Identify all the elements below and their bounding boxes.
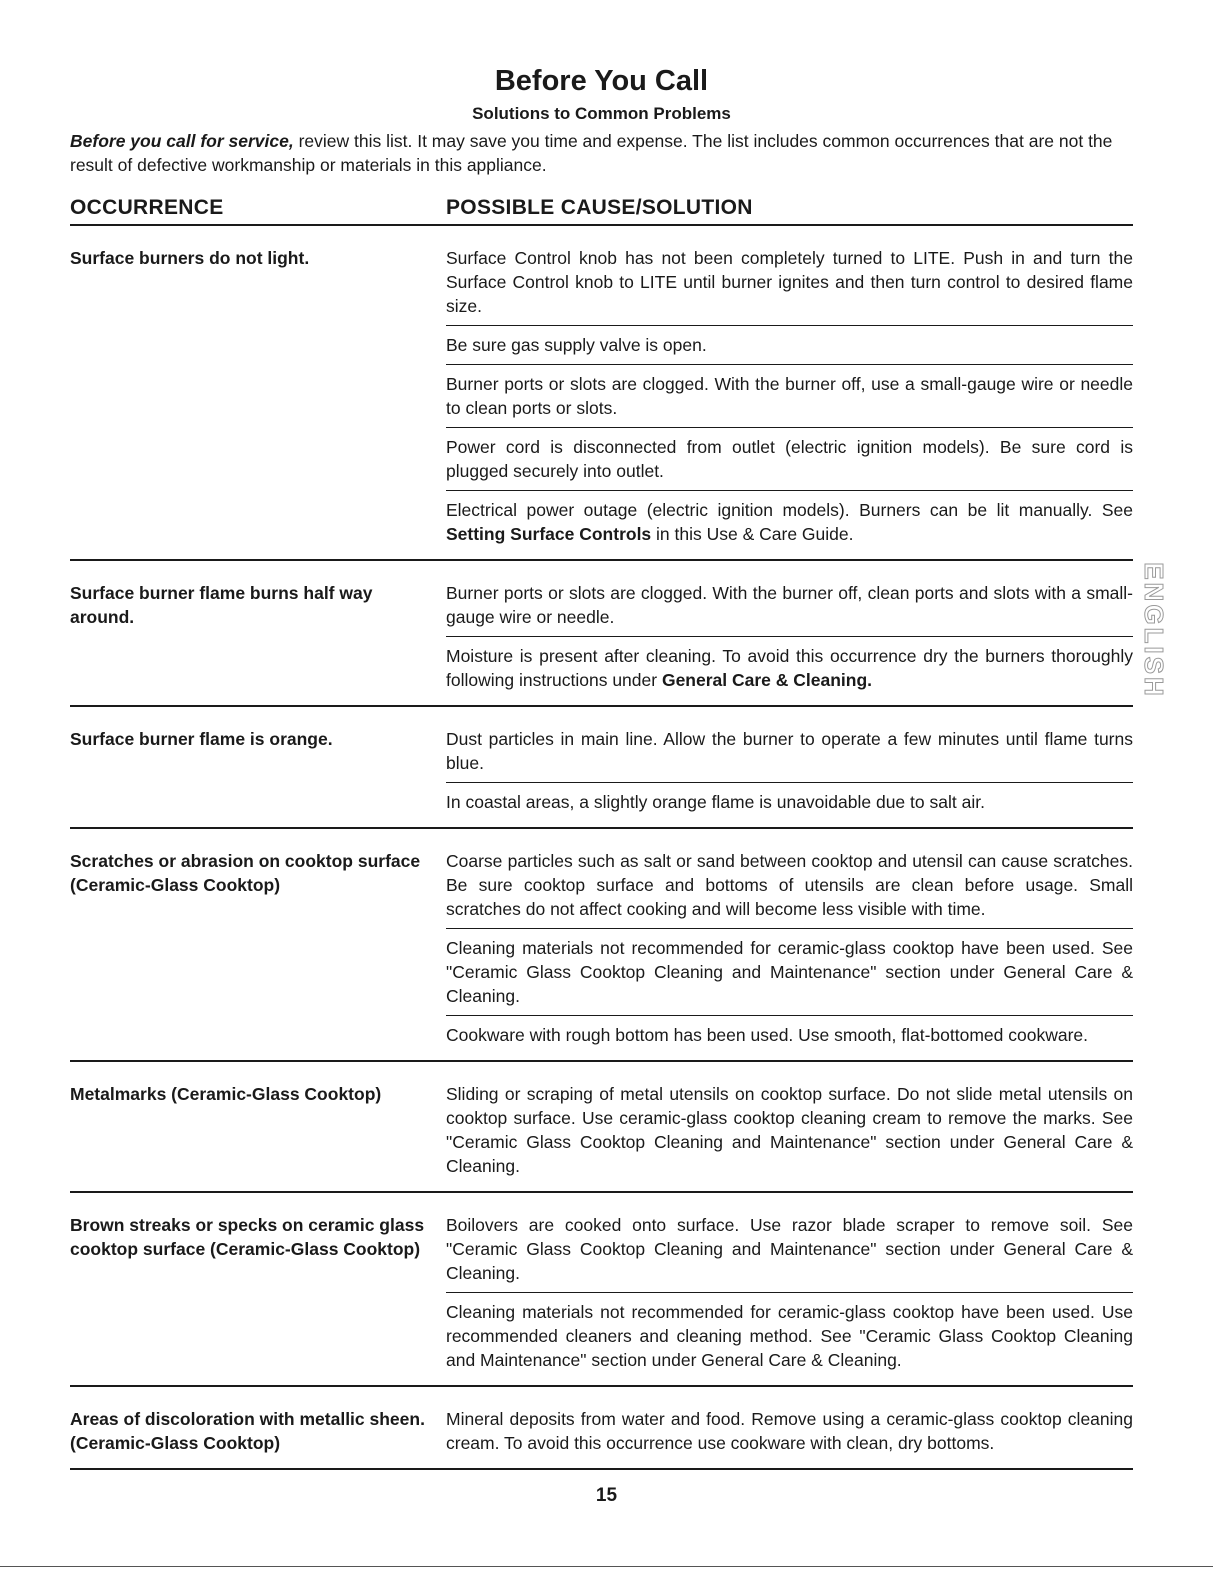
- occurrence-cell: Metalmarks (Ceramic-Glass Cooktop): [70, 1084, 382, 1104]
- solution-cell: [446, 581, 1133, 699]
- solution-item: [446, 936, 1133, 1016]
- solution-text: Coarse particles such as salt or sand between cooktop and utensil can cause scratches. Be sure cooktop surface and bottoms of utensils are clean before usage. Small scratches do not affect cooking and will become less visible with time.: [446, 851, 1133, 919]
- solution-item: [446, 1213, 1133, 1293]
- page-number: 15: [595, 1485, 618, 1506]
- solution-cell: [446, 246, 1133, 553]
- solution-text: Be sure gas supply valve is open.: [446, 335, 707, 355]
- occurrence-cell: Surface burner flame is orange.: [70, 729, 333, 749]
- solution-cell: [446, 1407, 1133, 1462]
- table-row: [70, 226, 1133, 561]
- solution-text: Electrical power outage (electric ignition models). Burners can be lit manually. See: [446, 500, 1133, 520]
- solution-cell: [446, 1213, 1133, 1379]
- solution-text: Moisture is present after cleaning. To avoid this occurrence dry the burners thoroughly following instructions under: [446, 646, 1133, 690]
- solution-text: Sliding or scraping of metal utensils on cooktop surface. Do not slide metal utensils on cooktop surface. Use ceramic-glass cooktop cleaning cream to remove the marks. See "Ceramic Glass Cooktop Cleaning and Maintenance" section under General Care & Cleaning.: [446, 1084, 1133, 1176]
- side-tab-label: ENGLISH: [1138, 561, 1169, 699]
- solution-text: Cleaning materials not recommended for ceramic-glass cooktop have been used. See "Ceramic Glass Cooktop Cleaning and Maintenance" section under General Care & Cleaning.: [446, 938, 1133, 1006]
- solution-text: In coastal areas, a slightly orange flame is unavoidable due to salt air.: [446, 792, 985, 812]
- solution-reference: General Care & Cleaning.: [661, 670, 873, 690]
- solution-text: Dust particles in main line. Allow the burner to operate a few minutes until flame turns blue.: [446, 729, 1133, 773]
- intro-text: review this list. It may save you time and expense. The list includes common occurrences that are not the result of defective workmanship or materials in this appliance.: [70, 131, 1113, 175]
- intro-lead: Before you call for service,: [70, 131, 294, 151]
- solution-text: Cookware with rough bottom has been used. Use smooth, flat-bottomed cookware.: [446, 1025, 1089, 1045]
- solution-cell: [446, 727, 1133, 821]
- table-row: [70, 1062, 1133, 1193]
- language-side-tab: [1136, 555, 1170, 705]
- solution-item: [446, 333, 1133, 365]
- table-row: [70, 1387, 1133, 1470]
- table-row: [70, 829, 1133, 1062]
- intro-paragraph: [70, 129, 1130, 177]
- column-header-occurrence: OCCURRENCE: [70, 196, 224, 219]
- table-row: [70, 1193, 1133, 1387]
- troubleshooting-table: [70, 226, 1133, 1470]
- page-subtitle: Solutions to Common Problems: [472, 104, 731, 123]
- solution-item: [446, 1023, 1133, 1054]
- occurrence-cell: Surface burners do not light.: [70, 248, 310, 268]
- solution-item: [446, 1407, 1133, 1462]
- solution-item: [446, 727, 1133, 783]
- occurrence-cell: Areas of discoloration with metallic sheen. (Ceramic-Glass Cooktop): [70, 1409, 425, 1453]
- column-headers: [70, 196, 1133, 226]
- solution-item: [446, 790, 1133, 821]
- solution-item: [446, 1082, 1133, 1185]
- page-title: Before You Call: [494, 65, 709, 97]
- footer-divider: [0, 1566, 1213, 1567]
- occurrence-cell: Surface burner flame burns half way around.: [70, 583, 373, 627]
- occurrence-cell: Brown streaks or specks on ceramic glass cooktop surface (Ceramic-Glass Cooktop): [70, 1215, 425, 1259]
- occurrence-cell: Scratches or abrasion on cooktop surface (Ceramic-Glass Cooktop): [70, 851, 421, 895]
- table-row: [70, 561, 1133, 707]
- solution-item: [446, 372, 1133, 428]
- document-page: [70, 0, 1133, 1470]
- solution-text: Mineral deposits from water and food. Remove using a ceramic-glass cooktop cleaning cream. To avoid this occurrence use cookware with clean, dry bottoms.: [446, 1409, 1133, 1453]
- solution-text: Surface Control knob has not been completely turned to LITE. Push in and turn the Surface Control knob to LITE until burner ignites and then turn control to desired flame size.: [446, 248, 1133, 316]
- column-header-solution: POSSIBLE CAUSE/SOLUTION: [446, 196, 753, 219]
- solution-text: Boilovers are cooked onto surface. Use razor blade scraper to remove soil. See "Ceramic Glass Cooktop Cleaning and Maintenance" section under General Care & Cleaning.: [446, 1215, 1133, 1283]
- solution-text: Power cord is disconnected from outlet (electric ignition models). Be sure cord is plugged securely into outlet.: [446, 437, 1133, 481]
- solution-cell: [446, 1082, 1133, 1185]
- solution-cell: [446, 849, 1133, 1054]
- solution-item: [446, 435, 1133, 491]
- solution-text: Burner ports or slots are clogged. With the burner off, use a small-gauge wire or needle to clean ports or slots.: [446, 374, 1133, 418]
- solution-item: [446, 644, 1133, 699]
- solution-item: [446, 246, 1133, 326]
- solution-item: [446, 849, 1133, 929]
- solution-text: Burner ports or slots are clogged. With the burner off, clean ports and slots with a small-gauge wire or needle.: [446, 583, 1133, 627]
- solution-reference: Setting Surface Controls: [446, 524, 652, 544]
- solution-item: [446, 1300, 1133, 1379]
- solution-item: [446, 581, 1133, 637]
- table-row: [70, 707, 1133, 829]
- solution-text: Cleaning materials not recommended for ceramic-glass cooktop have been used. Use recommended cleaners and cleaning method. See "Ceramic Glass Cooktop Cleaning and Maintenance" section under General Care & Cleaning.: [446, 1302, 1133, 1370]
- solution-text-after: in this Use & Care Guide.: [651, 524, 854, 544]
- solution-item: [446, 498, 1133, 553]
